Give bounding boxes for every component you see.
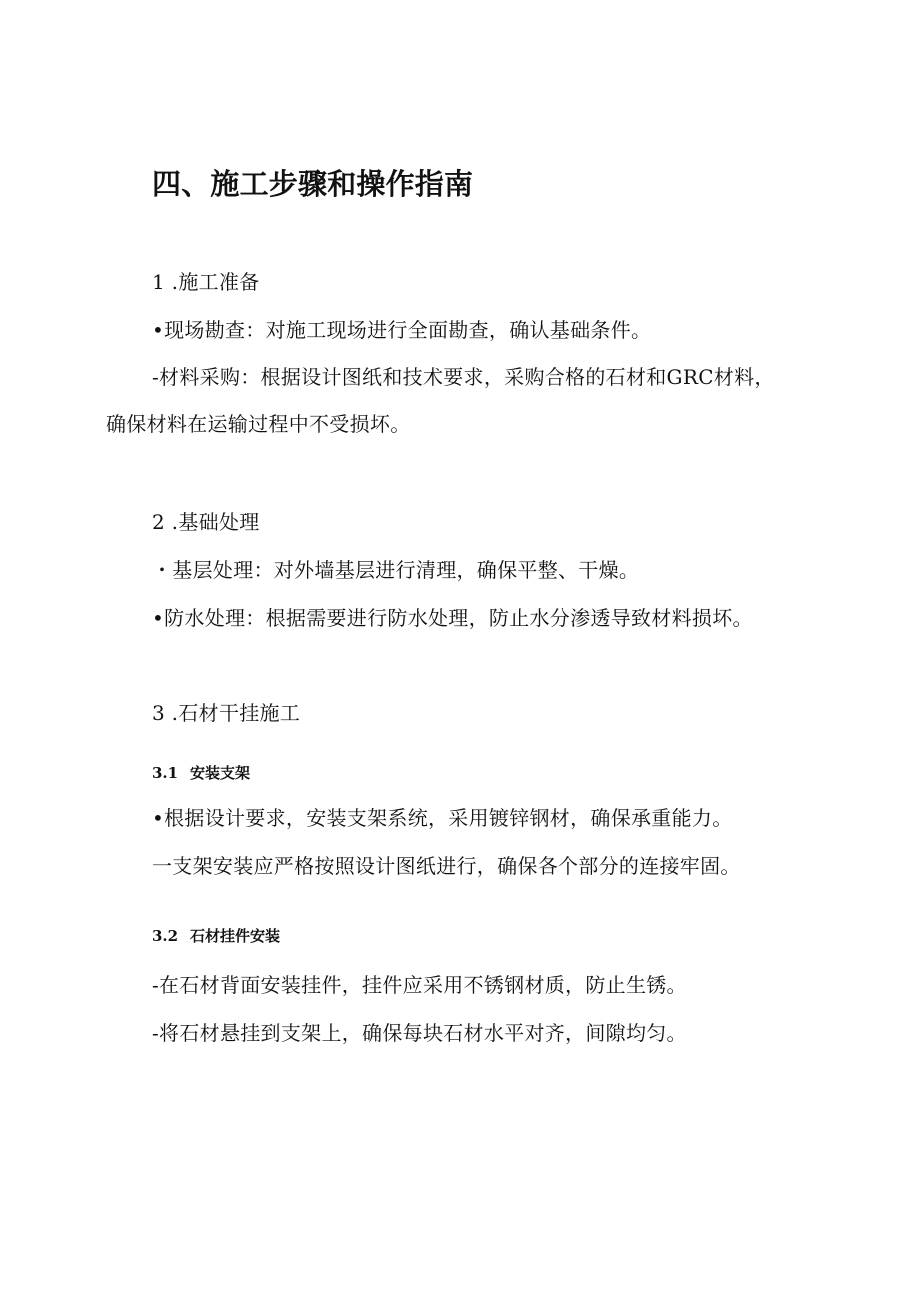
subsection-3-2-label: 石材挂件安装 (190, 927, 281, 945)
subsection-3-1-label: 安装支架 (190, 764, 251, 782)
section-1-item-2-line-1: -材料采购：根据设计图纸和技术要求，采购合格的石材和GRC材料， (152, 365, 775, 389)
section-1-heading: 1 .施工准备 (152, 270, 260, 294)
subsection-3-2-item-2: -将石材悬挂到支架上，确保每块石材水平对齐，间隙均匀。 (152, 1021, 687, 1045)
subsection-3-2-item-1: -在石材背面安装挂件，挂件应采用不锈钢材质，防止生锈。 (152, 973, 687, 997)
section-1-item-2-line-2: 确保材料在运输过程中不受损坏。 (106, 412, 411, 436)
section-2-item-2: •防水处理：根据需要进行防水处理，防止水分渗透导致材料损坏。 (152, 606, 753, 630)
section-1-item-1: •现场勘查：对施工现场进行全面勘查，确认基础条件。 (152, 318, 652, 342)
section-2-heading: 2 .基础处理 (152, 510, 260, 534)
subsection-3-2-number: 3.2 (152, 927, 179, 945)
section-3-heading: 3 .石材干挂施工 (152, 701, 301, 725)
section-2-item-1: ・基层处理：对外墙基层进行清理，确保平整、干燥。 (152, 558, 640, 582)
subsection-3-1-number: 3.1 (152, 764, 179, 782)
subsection-3-2-heading (152, 925, 280, 947)
subsection-3-1-item-1: •根据设计要求，安装支架系统，采用镀锌钢材，确保承重能力。 (152, 806, 733, 830)
section-title: 四、施工步骤和操作指南 (152, 167, 474, 201)
subsection-3-1-item-2: 一支架安装应严格按照设计图纸进行，确保各个部分的连接牢固。 (152, 854, 741, 878)
subsection-3-1-heading (152, 762, 250, 784)
